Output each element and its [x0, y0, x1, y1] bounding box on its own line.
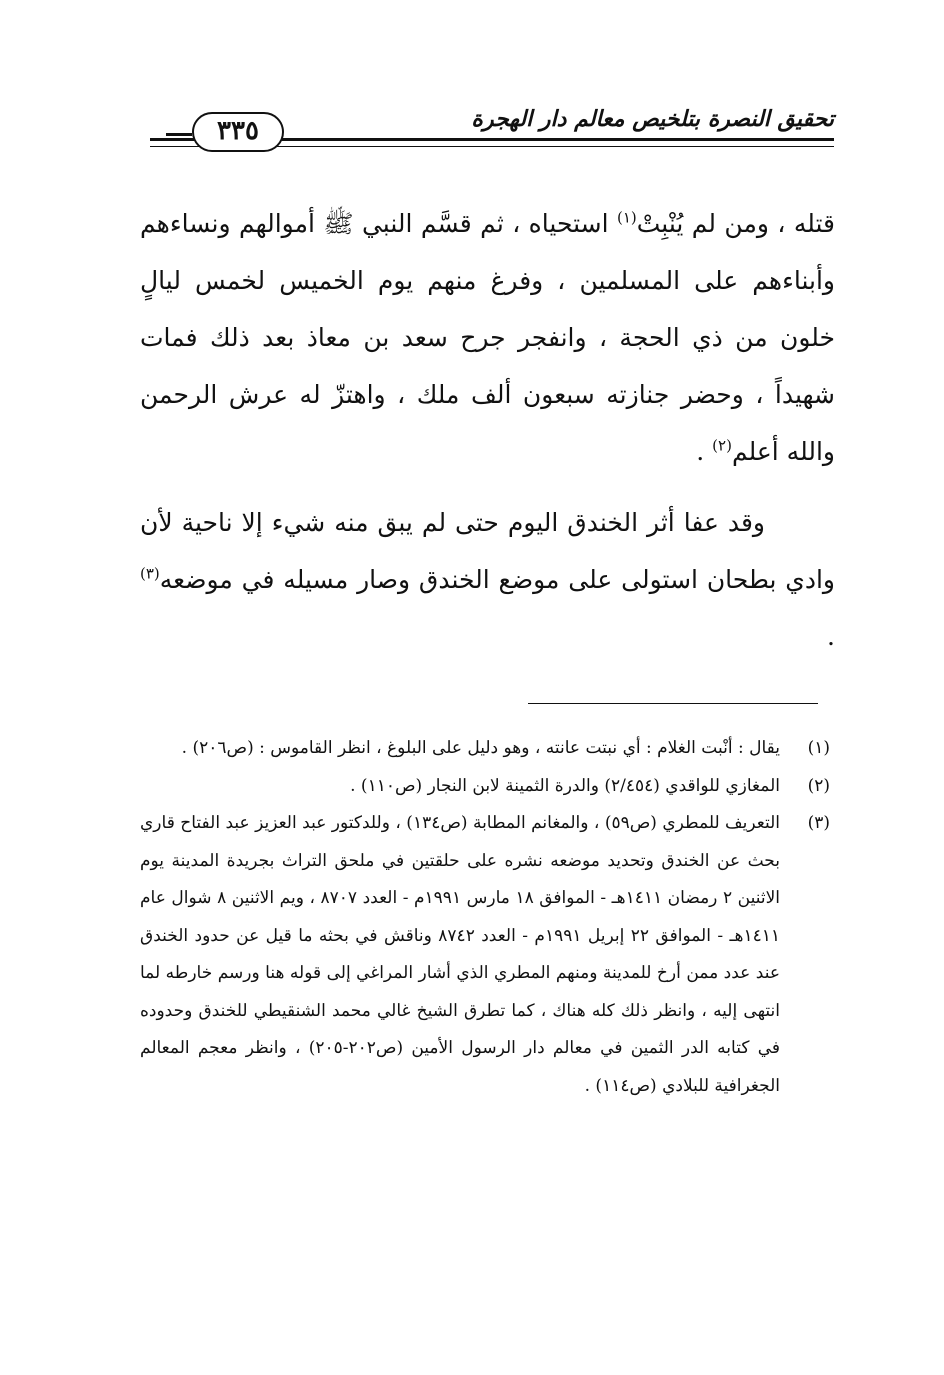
footnote-3-text: التعريف للمطري (ص٥٩) ، والمغانم المطابة (ص١٣٤) ، وللدكتور عبد العزيز عبد الفتاح قاري بحث عن الخندق وتحديد موضعه نشره على حلقتين في ملحق التراث بجريدة المدينة يوم الاثنين ٢ رمضان ١٤١١هـ - الموافق ١٨ مارس ١٩٩١م - العدد ٨٧٠٧ ، ويم الاثنين ٨ شوال عام ١٤١١هـ - الموافق ٢٢ إبريل ١٩٩١م - العدد ٨٧٤٢ وناقش في بحثه ما قيل عن حدود الخندق عند عدد ممن أرخ للمدينة ومنهم المطري الذي أشار المراغي إلى قوله هنا ورسم خارطه لما انتهى إليه ، وانظر ذلك كله هناك ، كما تطرق الشيخ غالي محمد الشنقيطي للخندق وحدوده في كتابه الدر الثمين في معالم دار الرسول الأمين (ص٢٠٢-٢٠٥) ، وانظر معجم المعالم الجغرافية للبلادي (ص١١٤) .: [140, 813, 781, 1096]
paragraph-2-part-2: .: [827, 622, 835, 651]
footnote-ref-1: (١): [616, 208, 637, 227]
paragraph-2-part-1: وقد عفا أثر الخندق اليوم حتى لم يبق منه شيء إلا ناحية لأن وادي بطحان استولى على موضع الخندق وصار مسيله في موضعه: [140, 508, 835, 594]
header-rule-stub: [166, 133, 192, 136]
footnote-2-text: المغازي للواقدي (٢/٤٥٤) والدرة الثمينة لابن النجار (ص١١٠) .: [350, 775, 780, 796]
footnotes: [140, 730, 830, 1105]
footnote-2-number: (٢): [807, 775, 830, 796]
paragraph-1: [140, 195, 835, 480]
running-title: تحقيق النصرة بتلخيص معالم دار الهجرة: [471, 106, 834, 132]
footnote-1-text: يقال : أنْبت الغلام : أي نبتت عانته ، وهو دليل على البلوغ ، انظر القاموس : (ص٢٠٦) .: [181, 738, 780, 758]
page-header: [150, 100, 834, 160]
footnote-separator: [528, 703, 818, 704]
footnote-ref-3: (٣): [140, 564, 160, 583]
paragraph-2: [140, 494, 835, 665]
paragraph-1-part-2: استحياه ، ثم قسَّم النبي ﷺ أموالهم ونساءهم وأبناءهم على المسلمين ، وفرغ منهم يوم الخميس لخمس ليالٍ خلون من ذي الحجة ، وانفجر جرح سعد بن معاذ بعد ذلك فمات شهيداً ، وحضر جنازته سبعون ألف ملك ، واهتزّ له عرش الرحمن والله أعلم: [140, 209, 835, 466]
footnote-3: [140, 805, 830, 1105]
paragraph-1-part-1: قتله ، ومن لم يُنْبِتْ: [636, 209, 835, 238]
paragraph-1-part-3: .: [696, 437, 713, 466]
main-text: [140, 195, 835, 665]
footnote-ref-2: (٢): [712, 436, 732, 455]
footnote-1-number: (١): [807, 738, 830, 758]
footnote-1: [140, 730, 830, 768]
footnote-2: [140, 768, 830, 806]
footnote-3-number: (٣): [807, 813, 830, 833]
page-number: ٣٣٥: [192, 112, 284, 152]
